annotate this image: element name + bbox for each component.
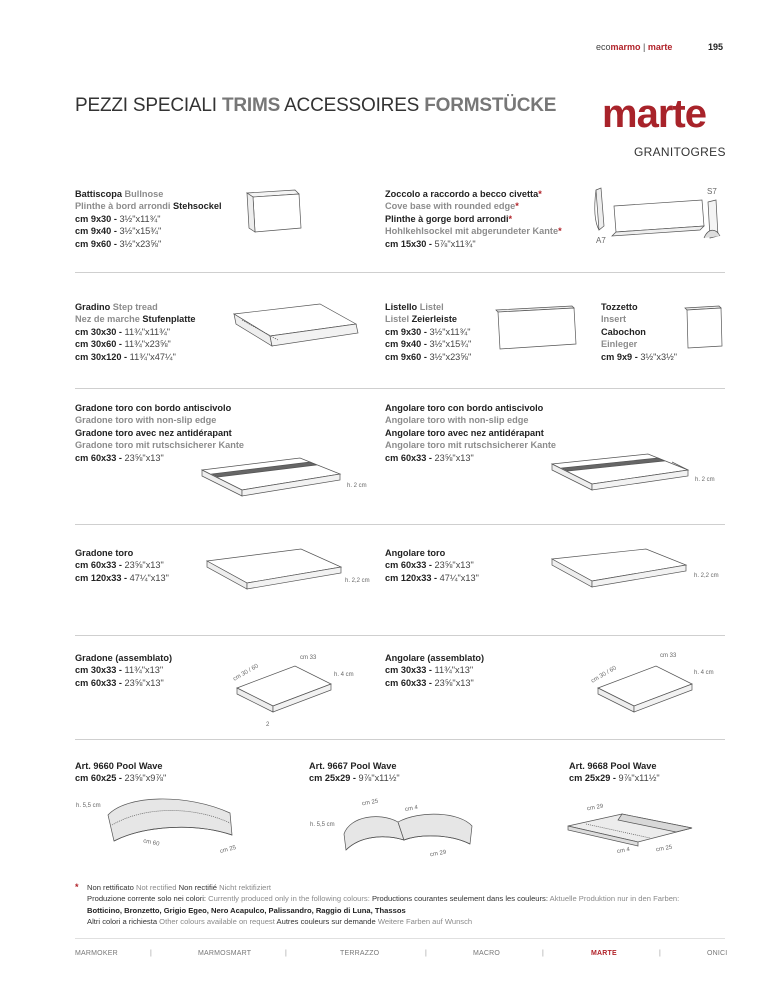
text: cm 60x33 - <box>385 677 435 688</box>
text: Nez de marche <box>75 314 143 325</box>
text: cm 60x33 - <box>385 560 435 571</box>
gradino-drawing <box>232 302 362 358</box>
dim-h4: h. 4 cm <box>334 672 354 678</box>
nav-sep: | <box>425 950 427 957</box>
gradone-antiscivolo-drawing <box>200 456 345 506</box>
brand-marte: marte <box>647 42 673 52</box>
text: 3½"x23⅝" <box>119 238 162 249</box>
dim-4: cm 4 <box>616 846 631 856</box>
text: 23⅝"x13" <box>434 677 474 688</box>
text: Other colours available on request <box>159 916 277 926</box>
text: Cabochon <box>601 326 646 337</box>
text: Altri colori a richiesta <box>87 916 160 926</box>
logo-subtitle: GRANITOGRES <box>634 145 726 159</box>
title-part2: TRIMS <box>221 95 281 116</box>
dim-25: cm 25 <box>655 844 673 854</box>
nav-sep: | <box>659 950 661 957</box>
text: cm 30x60 - <box>75 339 125 350</box>
text: Gradone toro <box>75 548 134 558</box>
text: Battiscopa <box>75 189 125 199</box>
gradone-antiscivolo-block <box>75 402 244 464</box>
text: Plinthe à gorge bord arrondi <box>385 213 509 224</box>
text: 3½"x15¾" <box>429 339 472 350</box>
text: Gradone toro mit rutschsicherer Kante <box>75 440 244 451</box>
text: cm 9x40 - <box>75 226 120 237</box>
listello-drawing <box>494 304 580 354</box>
text: 23⅝"x13" <box>124 452 164 463</box>
nav-sep: | <box>150 950 152 957</box>
dim-h2: h. 2 cm <box>695 477 715 483</box>
dim-29: cm 29 <box>429 849 447 859</box>
nav-marmosmart[interactable]: MARMOSMART <box>198 950 252 957</box>
text: Listel <box>419 302 444 312</box>
text: Produzione corrente solo nei colori: <box>87 894 209 904</box>
text: Angolare toro <box>385 548 446 558</box>
text: 23⅝"x13" <box>124 560 164 571</box>
dim-4: cm 4 <box>404 804 419 814</box>
text: 23⅝"x13" <box>434 560 474 571</box>
pool-9667-block <box>309 760 400 785</box>
dim-h22: h. 2,2 cm <box>345 578 370 584</box>
brand-marmo: marmo <box>610 42 641 52</box>
text: Non rectifié <box>178 883 220 892</box>
text: cm 9x60 - <box>385 351 430 362</box>
header-brand <box>596 42 672 52</box>
text: cm 30x30 - <box>75 326 125 337</box>
zoccolo-drawing <box>592 186 722 246</box>
divider <box>75 272 725 273</box>
gradone-toro-block <box>75 547 169 584</box>
dim-29: cm 29 <box>586 803 604 813</box>
text: Aktuelle Produktion nur in den Farben: <box>549 894 680 904</box>
text: 3½"x11¾" <box>429 326 471 337</box>
text: cm 60x33 - <box>385 452 435 463</box>
text: 9⅞"x11½" <box>358 773 400 784</box>
text: cm 30x120 - <box>75 351 130 362</box>
text: Gradone toro con bordo antiscivolo <box>75 403 232 413</box>
text: cm 120x33 - <box>385 572 440 583</box>
text: 23⅝"x13" <box>434 452 474 463</box>
gradino-block <box>75 301 196 363</box>
text: Zoccolo a raccordo a becco civetta <box>385 189 539 199</box>
listello-block <box>385 301 471 363</box>
dim-25: cm 25 <box>219 844 237 856</box>
colour-list: Botticino, Bronzetto, Grigio Egeo, Nero Acapulco, Palissandro, Raggio di Luna, Thassos <box>87 905 406 915</box>
pool-9668-drawing <box>566 810 696 850</box>
text: Non rettificato <box>87 883 136 892</box>
text: cm 9x30 - <box>75 213 120 224</box>
text: 9⅞"x11½" <box>618 773 660 784</box>
text: cm 9x30 - <box>385 326 430 337</box>
text: Stufenplatte <box>142 314 196 325</box>
text: cm 15x30 - <box>385 238 435 249</box>
nav-sep: | <box>542 950 544 957</box>
divider <box>75 524 725 525</box>
divider <box>75 739 725 740</box>
gradone-toro-drawing <box>205 547 345 599</box>
pool-9660-block <box>75 760 166 785</box>
divider <box>75 388 725 389</box>
text: cm 60x33 - <box>75 677 125 688</box>
footnote <box>87 882 679 927</box>
pool-9668-block <box>569 760 660 785</box>
text: cm 60x33 - <box>75 452 125 463</box>
text: 11¾"x13" <box>124 665 164 676</box>
text: 47¼"x13" <box>129 572 169 583</box>
label-s7: S7 <box>707 187 717 196</box>
text: Autres couleurs sur demande <box>276 916 378 926</box>
nav-marte[interactable]: MARTE <box>591 950 617 957</box>
pool-9660-drawing <box>106 795 237 856</box>
text: Angolare toro avec nez antidérapant <box>385 427 544 438</box>
text: 47¼"x13" <box>439 572 479 583</box>
pool-9667-drawing <box>340 806 480 860</box>
text: Bullnose <box>124 189 164 199</box>
text: Gradone toro with non-slip edge <box>75 415 217 426</box>
text: Listel <box>385 314 412 325</box>
angolare-antiscivolo-block <box>385 402 556 464</box>
text: Cove base with rounded edge <box>385 201 516 212</box>
text: 11¾"x47¼" <box>129 351 176 362</box>
nav-divider <box>75 938 725 939</box>
brand-sep: | <box>643 42 646 52</box>
dim-depth: cm 33 <box>300 655 317 661</box>
page-title <box>75 95 556 117</box>
text: Step tread <box>112 302 158 312</box>
text: Currently produced only in the following colours: <box>208 894 372 904</box>
dim-h55: h. 5,5 cm <box>310 822 335 828</box>
title-part1: PEZZI SPECIALI <box>75 95 222 116</box>
text: Nicht rektifiziert <box>219 883 272 892</box>
title-part4: FORMSTÜCKE <box>424 95 557 116</box>
text: Hohlkehlsockel mit abgerundeter Kante <box>385 226 559 237</box>
text: Art. 9668 Pool Wave <box>569 761 657 771</box>
gradone-assemblato-block <box>75 652 172 689</box>
text: Weitere Farben auf Wunsch <box>377 916 473 926</box>
text: Productions courantes seulement dans les couleurs: <box>371 894 550 904</box>
dim-60: cm 60 <box>142 838 160 848</box>
text: Tozzetto <box>601 302 638 312</box>
angolare-antiscivolo-drawing <box>550 452 695 502</box>
dim-h22: h. 2,2 cm <box>694 573 719 579</box>
text: Angolare toro mit rutschsicherer Kante <box>385 440 557 451</box>
text: Art. 9667 Pool Wave <box>309 761 397 771</box>
text: Zeierleiste <box>411 314 458 325</box>
dim-side: cm 30 / 60 <box>232 663 260 683</box>
text: 23⅝"x9⅞" <box>124 773 167 784</box>
text: Gradone (assemblato) <box>75 653 173 663</box>
text: Angolare (assemblato) <box>385 653 485 663</box>
text: 3½"x11¾" <box>119 213 161 224</box>
text: 3½"x15¾" <box>119 226 162 237</box>
dim-2: 2 <box>266 722 270 728</box>
text: 11¾"x11¾" <box>124 326 171 337</box>
text: Einleger <box>601 339 638 350</box>
text: Listello <box>385 302 420 312</box>
brand-eco: eco <box>596 42 611 52</box>
angolare-toro-block <box>385 547 479 584</box>
dim-h4: h. 4 cm <box>694 670 714 676</box>
text: cm 60x33 - <box>75 560 125 571</box>
dim-h55: h. 5,5 cm <box>76 803 101 809</box>
red-star: * <box>538 189 542 199</box>
text: Art. 9660 Pool Wave <box>75 761 163 771</box>
text: Plinthe à bord arrondi <box>75 201 174 212</box>
text: cm 9x40 - <box>385 339 430 350</box>
text: cm 25x29 - <box>309 773 359 784</box>
text: cm 9x60 - <box>75 238 120 249</box>
marte-logo: marte <box>602 92 706 136</box>
text: 3½"x3½" <box>640 351 677 362</box>
text: Insert <box>601 314 627 325</box>
nav-onici[interactable]: ONICI <box>707 950 728 957</box>
dim-depth: cm 33 <box>660 653 677 659</box>
page-number: 195 <box>708 42 724 52</box>
red-star: * <box>558 226 562 237</box>
title-part3: ACCESSOIRES <box>280 95 425 116</box>
text: 11¾"x23⅝" <box>124 339 171 350</box>
text: cm 25x29 - <box>569 773 619 784</box>
text: cm 9x9 - <box>601 351 641 362</box>
tozzetto-block <box>601 301 677 363</box>
footnote-star: * <box>75 882 79 892</box>
text: Not rectified <box>135 883 179 892</box>
text: cm 120x33 - <box>75 572 130 583</box>
nav-macro[interactable]: MACRO <box>473 950 501 957</box>
text: 11¾"x13" <box>434 665 474 676</box>
text: Angolare toro con bordo antiscivolo <box>385 403 544 413</box>
text: cm 30x33 - <box>385 665 435 676</box>
text: cm 30x33 - <box>75 665 125 676</box>
angolare-assemblato-block <box>385 652 484 689</box>
angolare-toro-drawing <box>550 547 690 599</box>
zoccolo-block <box>385 188 562 250</box>
dim-side: cm 30 / 60 <box>590 665 618 685</box>
text: Stehsockel <box>173 201 222 212</box>
dim-25: cm 25 <box>361 798 379 808</box>
nav-sep: | <box>285 950 287 957</box>
text: 23⅝"x13" <box>124 677 164 688</box>
text: Gradone toro avec nez antidérapant <box>75 427 232 438</box>
text: 3½"x23⅝" <box>429 351 472 362</box>
label-a7: A7 <box>596 236 606 245</box>
dim-h2: h. 2 cm <box>347 483 367 489</box>
divider <box>75 635 725 636</box>
nav-terrazzo[interactable]: TERRAZZO <box>340 950 380 957</box>
red-star: * <box>515 201 519 212</box>
battiscopa-block <box>75 188 222 250</box>
tozzetto-drawing <box>683 304 725 352</box>
text: Angolare toro with non-slip edge <box>385 415 529 426</box>
text: Gradino <box>75 302 113 312</box>
battiscopa-drawing <box>245 188 305 238</box>
nav-marmoker[interactable]: MARMOKER <box>75 950 118 957</box>
red-star: * <box>508 213 513 224</box>
text: cm 60x25 - <box>75 773 125 784</box>
text: 5⅞"x11¾" <box>434 238 476 249</box>
